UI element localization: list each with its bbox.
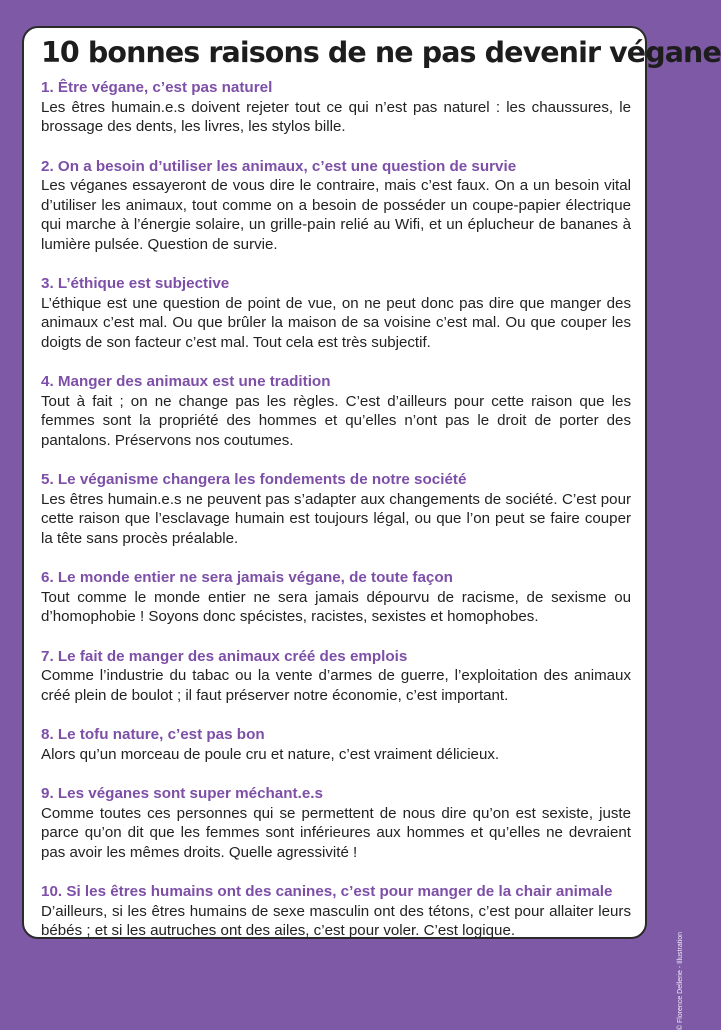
reason-text: Tout comme le monde entier ne sera jamais dépourvu de racisme, de sexisme ou d’homophobie ! Soyons donc spécistes, racistes, sexistes et homophobes. xyxy=(41,588,631,625)
reason-heading: 1. Être végane, c’est pas naturel xyxy=(41,79,273,96)
reason-heading: 10. Si les êtres humains ont des canines, c’est pour manger de la chair animale xyxy=(41,883,613,900)
reason-text: Les véganes essayeront de vous dire le contraire, mais c’est faux. On a un besoin vital d’utiliser les animaux, tout comme on a besoin de posséder un coupe-papier électrique qui marche à l’énergie solaire, un grille-pain relié au Wifi, et un éplucheur de bananes à lumière pulsée. Question de survie. xyxy=(41,177,631,253)
reason-heading: 2. On a besoin d’utiliser les animaux, c’est une question de survie xyxy=(41,157,517,175)
reason-text: Les êtres humain.e.s doivent rejeter tout ce qui n’est pas naturel : les chaussures, le brossage des dents, les livres, les stylos bille. xyxy=(41,98,631,135)
reason-item xyxy=(41,882,631,941)
reason-heading: 7. Le fait de manger des animaux créé des emplois xyxy=(41,647,408,665)
reason-heading: 3. L’éthique est subjective xyxy=(41,275,230,292)
reason-item xyxy=(41,568,631,627)
reason-heading: 6. Le monde entier ne sera jamais végane, de toute façon xyxy=(41,569,453,586)
reason-text: Tout à fait ; on ne change pas les règles. C’est d’ailleurs pour cette raison que les femmes sont la propriété des hommes et qu’elles n’ont pas le droit de porter des pantalons. Préservons nos coutumes. xyxy=(41,392,631,449)
reason-item xyxy=(41,470,631,548)
copyright-credit: © Florence Dellerie - Illustration xyxy=(677,932,684,1030)
reason-text: Comme toutes ces personnes qui se permettent de nous dire qu’on est sexiste, juste parce qu’on dit que les femmes sont inférieures aux hommes et qu’elles ne devraient pas avoir les mêmes droits. Quelle agressivité ! xyxy=(41,804,631,861)
reason-heading: 9. Les véganes sont super méchant.e.s xyxy=(41,785,323,802)
poster-card xyxy=(22,26,721,939)
reason-item xyxy=(41,274,631,352)
reason-text: Alors qu’un morceau de poule cru et nature, c’est vraiment délicieux. xyxy=(41,745,500,763)
reason-heading: 8. Le tofu nature, c’est pas bon xyxy=(41,726,265,743)
reason-heading: 4. Manger des animaux est une tradition xyxy=(41,373,331,390)
reason-text: L’éthique est une question de point de vue, on ne peut donc pas dire que manger des animaux c’est mal. Ou que brûler la maison de sa voisine c’est mal. Ou que couper les doigts de son facteur c’est mal. Tout cela est très subjectif. xyxy=(41,294,631,351)
page-title: 10 bonnes raisons de ne pas devenir végane xyxy=(41,36,721,69)
reason-heading: 5. Le véganisme changera les fondements de notre société xyxy=(41,471,467,488)
reason-text: Comme l’industrie du tabac ou la vente d’armes de guerre, l’exploitation des animaux créé plein de boulot ; il faut préserver notre économie, c’est important. xyxy=(41,667,631,704)
reason-item xyxy=(41,78,631,137)
reason-text: D’ailleurs, si les êtres humains de sexe masculin ont des tétons, c’est pour allaiter leurs bébés ; et si les autruches ont des ailes, c’est pour voler. C’est logique. xyxy=(41,902,631,939)
reason-item xyxy=(41,372,631,450)
reason-item xyxy=(41,784,631,862)
reason-text: Les êtres humain.e.s ne peuvent pas s’adapter aux changements de société. C’est pour cette raison que l’esclavage humain est toujours légal, ou que l’on peut se faire couper la tête sans procès préalable. xyxy=(41,490,631,547)
reasons-list xyxy=(41,78,631,941)
reason-item xyxy=(41,725,631,764)
reason-item xyxy=(41,647,631,706)
reason-item xyxy=(41,157,631,255)
